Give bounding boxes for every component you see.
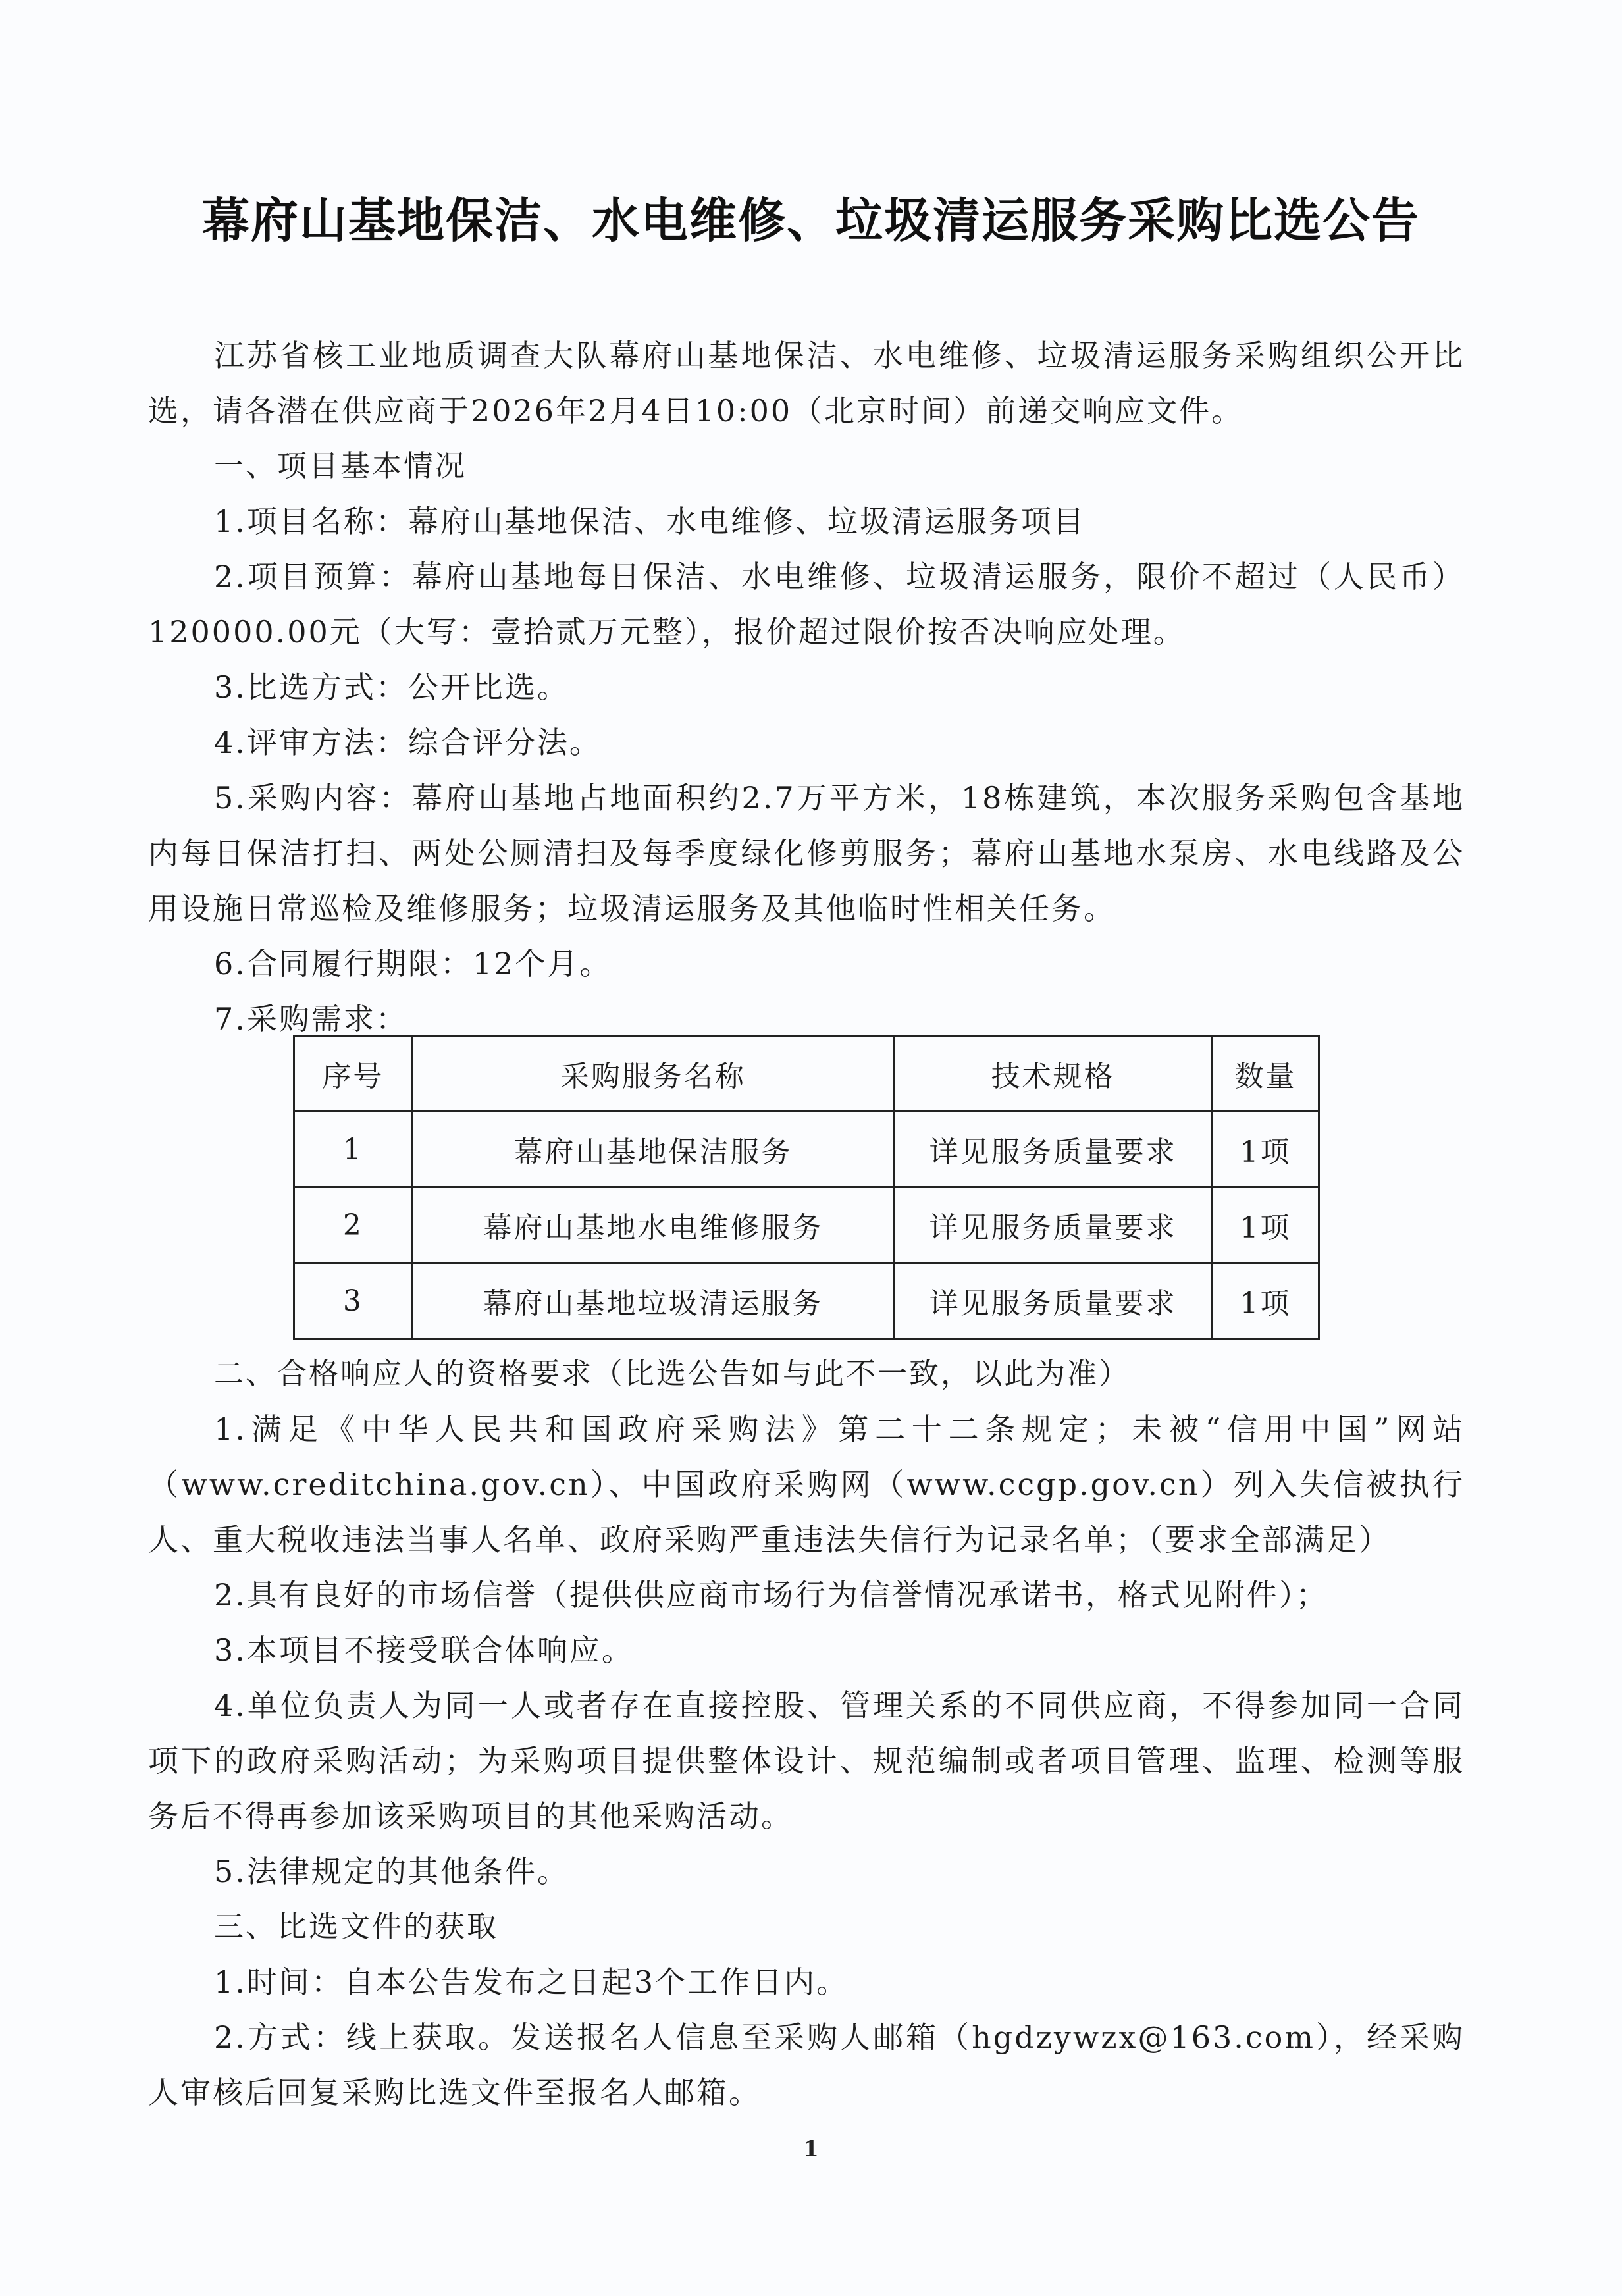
cell-technical-spec: 详见服务质量要求 — [894, 1112, 1213, 1187]
acquisition-time-item: 1.时间：自本公告发布之日起3个工作日内。 — [214, 1964, 849, 2000]
document-body-part2 — [148, 1346, 1465, 2120]
acquisition-method-item: 2.方式：线上获取。发送报名人信息至采购人邮箱（hgdzywzx@163.com），经采购人审核后回复采购比选文件至报名人邮箱。 — [148, 2020, 1465, 2110]
selection-method-item: 3.比选方式：公开比选。 — [214, 669, 569, 705]
procurement-needs-item: 7.采购需求： — [214, 1001, 408, 1037]
qualification-item: 2.具有良好的市场信誉（提供供应商市场行为信誉情况承诺书，格式见附件）； — [214, 1577, 1328, 1613]
cell-serial-number: 3 — [294, 1263, 413, 1339]
table-row — [294, 1263, 1319, 1339]
header-service-name: 采购服务名称 — [412, 1036, 893, 1112]
page-title: 幕府山基地保洁、水电维修、垃圾清运服务采购比选公告 — [201, 193, 1420, 248]
section-heading-qualifications: 二、合格响应人的资格要求（比选公告如与此不一致，以此为准） — [214, 1356, 1131, 1391]
table-row — [294, 1112, 1319, 1187]
qualification-item: 1.满足《中华人民共和国政府采购法》第二十二条规定；未被“信用中国”网站（www.creditchina.gov.cn）、中国政府采购网（www.ccgp.gov.cn）列入失信被执行人、重大税收违法当事人名单、政府采购严重违法失信行为记录名单；（要求全部满足） — [148, 1411, 1465, 1557]
table-row — [294, 1187, 1319, 1263]
cell-service-name: 幕府山基地水电维修服务 — [412, 1187, 893, 1263]
page-number: 1 — [803, 2136, 819, 2162]
cell-quantity: 1项 — [1213, 1263, 1319, 1339]
cell-technical-spec: 详见服务质量要求 — [894, 1263, 1213, 1339]
qualification-item: 3.本项目不接受联合体响应。 — [214, 1632, 634, 1668]
procurement-content-item: 5.采购内容：幕府山基地占地面积约2.7万平方米，18栋建筑，本次服务采购包含基地内每日保洁打扫、两处公厕清扫及每季度绿化修剪服务；幕府山基地水泵房、水电线路及公用设施日常巡检及维修服务；垃圾清运服务及其他临时性相关任务。 — [148, 780, 1465, 926]
cell-quantity: 1项 — [1213, 1112, 1319, 1187]
qualification-item: 5.法律规定的其他条件。 — [214, 1854, 569, 1889]
header-quantity: 数量 — [1213, 1036, 1319, 1112]
qualification-item: 4.单位负责人为同一人或者存在直接控股、管理关系的不同供应商，不得参加同一合同项下的政府采购活动；为采购项目提供整体设计、规范编制或者项目管理、监理、检测等服务后不得再参加该采购项目的其他采购活动。 — [148, 1688, 1465, 1834]
project-name-item: 1.项目名称：幕府山基地保洁、水电维修、垃圾清运服务项目 — [214, 504, 1086, 539]
cell-serial-number: 1 — [294, 1112, 413, 1187]
cell-service-name: 幕府山基地垃圾清运服务 — [412, 1263, 893, 1339]
cell-service-name: 幕府山基地保洁服务 — [412, 1112, 893, 1187]
project-budget-item: 2.项目预算：幕府山基地每日保洁、水电维修、垃圾清运服务，限价不超过（人民币）120000.00元（大写：壹拾贰万元整），报价超过限价按否决响应处理。 — [148, 559, 1465, 650]
section-heading-project-info: 一、项目基本情况 — [214, 448, 467, 483]
header-technical-spec: 技术规格 — [894, 1036, 1213, 1112]
contract-period-item: 6.合同履行期限：12个月。 — [214, 946, 612, 981]
procurement-requirements-table — [293, 1035, 1320, 1340]
cell-quantity: 1项 — [1213, 1187, 1319, 1263]
section-heading-document-acquisition: 三、比选文件的获取 — [214, 1909, 499, 1944]
cell-serial-number: 2 — [294, 1187, 413, 1263]
document-body-part1 — [148, 328, 1465, 1047]
table-header-row — [294, 1036, 1319, 1112]
cell-technical-spec: 详见服务质量要求 — [894, 1187, 1213, 1263]
header-serial-number: 序号 — [294, 1036, 413, 1112]
evaluation-method-item: 4.评审方法：综合评分法。 — [214, 725, 602, 760]
intro-paragraph: 江苏省核工业地质调查大队幕府山基地保洁、水电维修、垃圾清运服务采购组织公开比选，请各潜在供应商于2026年2月4日10:00（北京时间）前递交响应文件。 — [148, 338, 1465, 429]
